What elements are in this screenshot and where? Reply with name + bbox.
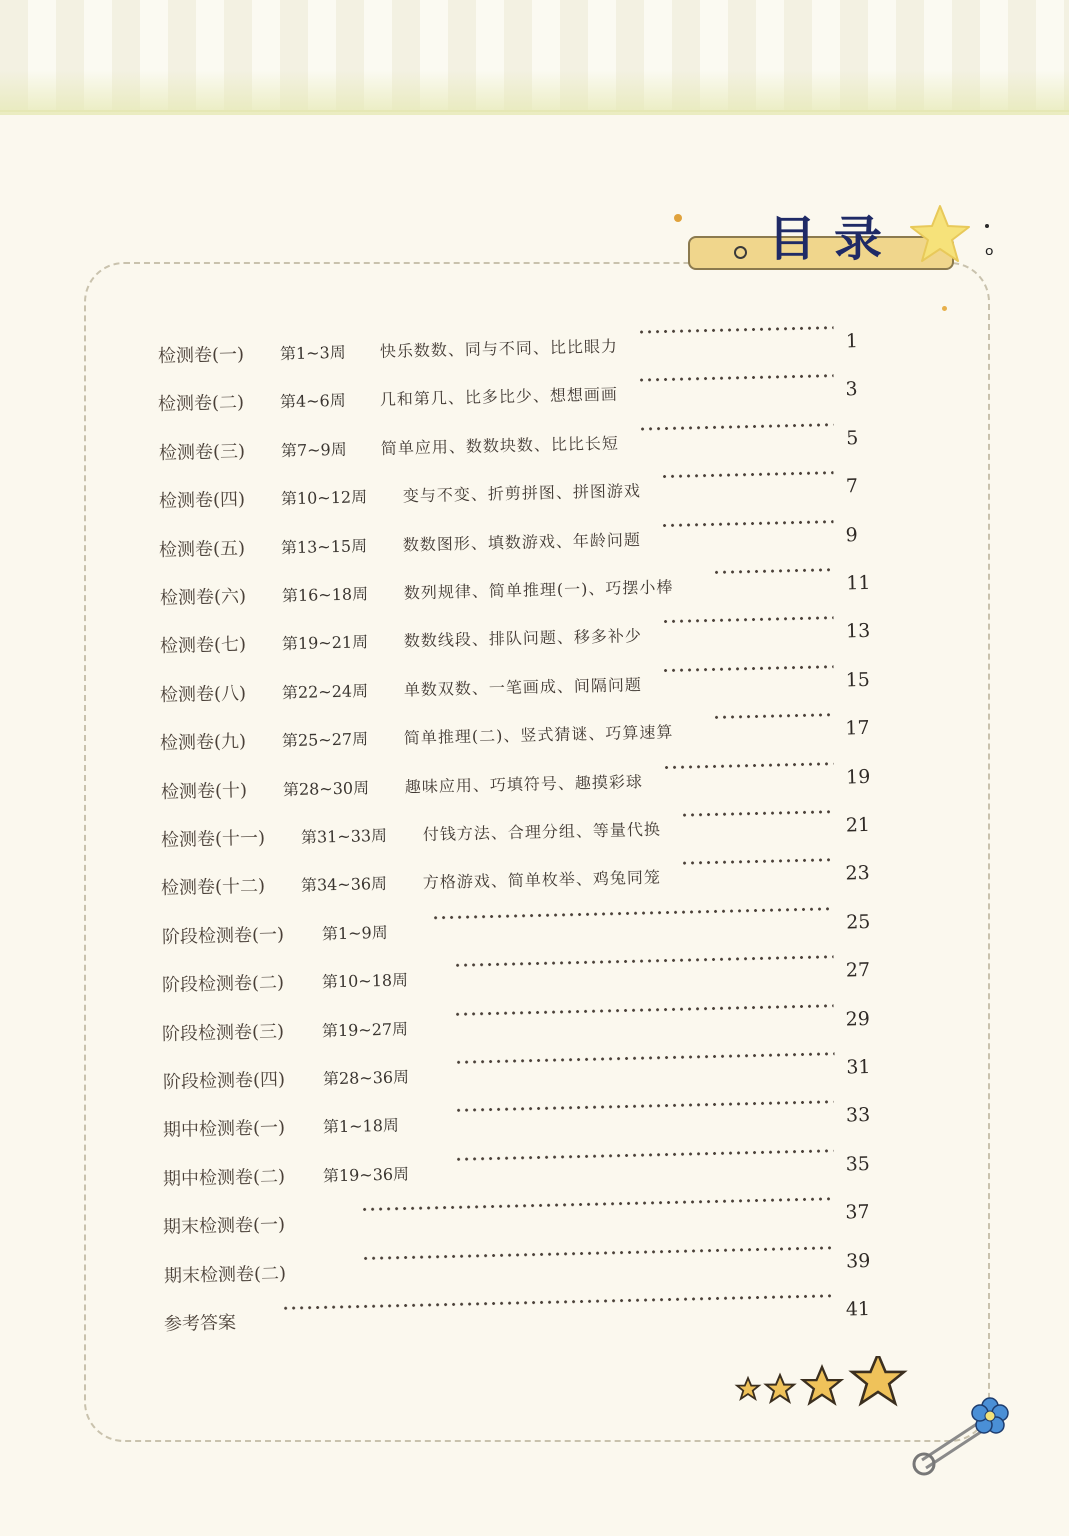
safety-pin-flower-icon — [900, 1390, 1020, 1490]
toc-entry — [162, 1098, 880, 1148]
toc-entry — [164, 1292, 881, 1342]
toc-entry-weeks: 第19~21周 — [281, 632, 369, 654]
toc-entry — [162, 1001, 880, 1051]
toc-entry-leader-dots — [713, 712, 834, 721]
toc-entry-topic: 付钱方法、合理分组、等量代换 — [422, 819, 662, 845]
toc-entry-label: 阶段检测卷(一) — [161, 924, 284, 948]
toc-entry-leader-dots — [660, 470, 833, 480]
toc-entry — [162, 1050, 880, 1100]
toc-entry-label: 阶段检测卷(三) — [161, 1020, 285, 1045]
toc-entry-page-number: 17 — [845, 717, 871, 740]
toc-entry-leader-dots — [681, 857, 834, 866]
toc-entry-leader-dots — [361, 1196, 834, 1213]
toc-entry-label: 期末检测卷(一) — [163, 1214, 286, 1239]
toc-entry-leader-dots — [661, 615, 833, 625]
toc-entry — [160, 662, 880, 712]
toc-entry-label: 检测卷(五) — [158, 537, 246, 561]
toc-entry-page-number: 3 — [845, 378, 859, 401]
toc-entry-page-number: 11 — [845, 571, 871, 595]
toc-entry-weeks: 第1~3周 — [279, 342, 346, 364]
toc-entry-label: 检测卷(六) — [159, 586, 246, 609]
toc-entry-weeks: 第31~33周 — [300, 825, 388, 847]
toc-entry-label: 阶段检测卷(二) — [161, 972, 285, 997]
page-title: 目录 — [768, 211, 901, 267]
toc-entry-page-number: 19 — [845, 765, 871, 789]
toc-entry — [161, 905, 880, 955]
toc-entry-weeks: 第1~18周 — [322, 1116, 399, 1137]
toc-entry-leader-dots — [662, 760, 833, 770]
toc-entry-page-number: 13 — [845, 620, 871, 643]
toc-entry-topic: 简单应用、数数块数、比比长短 — [380, 433, 619, 458]
toc-entry-page-number: 7 — [845, 475, 859, 498]
toc-entry-weeks: 第22~24周 — [281, 681, 369, 703]
toc-entry-page-number: 1 — [845, 330, 859, 353]
toc-entry-page-number: 15 — [845, 668, 871, 692]
toc-entry — [161, 808, 881, 858]
toc-entry-weeks: 第7~9周 — [280, 439, 347, 461]
toc-entry-label: 检测卷(九) — [160, 731, 247, 755]
toc-entry — [159, 469, 881, 519]
toc-entry-weeks: 第4~6周 — [280, 391, 347, 412]
toc-entry-weeks: 第25~27周 — [282, 729, 369, 751]
toc-entry — [160, 759, 880, 809]
toc-entry-weeks: 第16~18周 — [281, 584, 368, 606]
toc-entry-page-number: 23 — [845, 862, 871, 885]
toc-entry-leader-dots — [638, 373, 834, 383]
toc-entry-label: 检测卷(十一) — [160, 827, 266, 851]
toc-entry-weeks: 第10~18周 — [321, 970, 409, 992]
toc-entry-label: 检测卷(二) — [158, 392, 245, 416]
toc-entry-leader-dots — [661, 518, 834, 528]
toc-entry-label: 阶段检测卷(四) — [162, 1069, 285, 1093]
toc-entry-leader-dots — [282, 1293, 834, 1312]
toc-entry-page-number: 5 — [845, 426, 859, 450]
toc-entry-leader-dots — [361, 1244, 833, 1261]
toc-entry-weeks: 第1~9周 — [321, 922, 388, 944]
toc-entry-page-number: 31 — [845, 1055, 871, 1079]
toc-entry-weeks: 第13~15周 — [280, 535, 368, 557]
toc-entry-topic: 数数线段、排队问题、移多补少 — [403, 626, 642, 651]
toc-entry-weeks: 第10~12周 — [280, 487, 368, 509]
toc-entry-topic: 几和第几、比多比少、想想画画 — [380, 384, 619, 410]
toc-entry-topic: 趣味应用、巧填符号、趣摸彩球 — [404, 771, 643, 797]
toc-entry-page-number: 33 — [845, 1104, 871, 1127]
toc-entry-weeks: 第34~36周 — [301, 874, 388, 896]
toc-entry-weeks: 第28~36周 — [322, 1067, 409, 1089]
toc-entry-label: 期中检测卷(二) — [162, 1166, 286, 1190]
toc-entry-leader-dots — [453, 954, 833, 969]
toc-entry-leader-dots — [680, 809, 833, 818]
toc-entry — [163, 1195, 880, 1245]
toc-entry — [159, 517, 880, 567]
toc-entry-topic: 方格游戏、简单枚举、鸡兔同笼 — [423, 868, 662, 893]
toc-entry-leader-dots — [662, 664, 834, 674]
toc-entry-page-number: 25 — [845, 910, 871, 934]
toc-entry-page-number: 27 — [845, 959, 871, 982]
toc-entry — [160, 711, 880, 761]
toc-entry — [163, 1147, 880, 1197]
toc-entry-leader-dots — [454, 1002, 834, 1017]
toc-entry-page-number: 37 — [845, 1201, 871, 1224]
circle-o-icon: ₒ — [985, 236, 995, 261]
toc-entry-topic: 数数图形、填数游戏、年龄问题 — [402, 529, 642, 555]
toc-entry — [163, 1243, 880, 1293]
toc-entry — [158, 372, 880, 422]
toc-entry — [158, 420, 880, 470]
toc-entry — [158, 324, 881, 374]
toc-entry-topic: 单数双数、一笔画成、间隔问题 — [403, 674, 643, 700]
toc-entry-weeks: 第19~36周 — [322, 1164, 410, 1186]
toc-entry-topic: 简单推理(二)、竖式猜谜、巧算速算 — [404, 722, 674, 748]
toc-entry-page-number: 39 — [845, 1249, 871, 1273]
toc-entry-leader-dots — [454, 1051, 834, 1066]
toc-entry-label: 检测卷(七) — [159, 634, 247, 658]
toc-entry-topic: 数列规律、简单推理(一)、巧摆小棒 — [403, 577, 674, 603]
toc-entry-label: 检测卷(八) — [159, 682, 247, 706]
toc-entry — [159, 566, 880, 616]
toc-entry — [161, 856, 880, 906]
toc-entry-label: 检测卷(十) — [160, 779, 247, 803]
toc-entry-weeks: 第19~27周 — [321, 1019, 409, 1040]
toc-entry-leader-dots — [431, 906, 833, 921]
toc-entry-leader-dots — [638, 421, 833, 431]
toc-entry-leader-dots — [712, 567, 834, 576]
toc-entry-page-number: 21 — [845, 813, 871, 837]
stars-decoration-icon — [730, 1356, 920, 1426]
toc-entry-topic: 快乐数数、同与不同、比比眼力 — [379, 336, 619, 361]
toc-entry — [159, 614, 880, 664]
toc-entry-label: 期中检测卷(一) — [162, 1117, 286, 1142]
toc-entry — [162, 953, 881, 1003]
toc-entry-leader-dots — [454, 1099, 833, 1114]
toc-entry-label: 期末检测卷(二) — [163, 1262, 286, 1287]
toc-entry-label: 检测卷(三) — [158, 440, 245, 464]
toc-entry-label: 检测卷(一) — [157, 344, 245, 367]
toc-entry-page-number: 35 — [845, 1152, 871, 1176]
toc-entry-leader-dots — [455, 1148, 834, 1163]
toc-entry-leader-dots — [637, 325, 833, 335]
toc-entry-label: 检测卷(四) — [158, 489, 246, 513]
toc-entry-label: 参考答案 — [163, 1312, 237, 1335]
toc-entry-label: 检测卷(十二) — [161, 876, 266, 900]
toc-entry-topic: 变与不变、折剪拼图、拼图游戏 — [402, 481, 641, 506]
toc-entry-page-number: 9 — [845, 523, 859, 547]
toc-entry-weeks: 第28~30周 — [282, 777, 369, 799]
toc-entry-page-number: 41 — [845, 1297, 871, 1321]
toc-entry-page-number: 29 — [845, 1007, 871, 1031]
